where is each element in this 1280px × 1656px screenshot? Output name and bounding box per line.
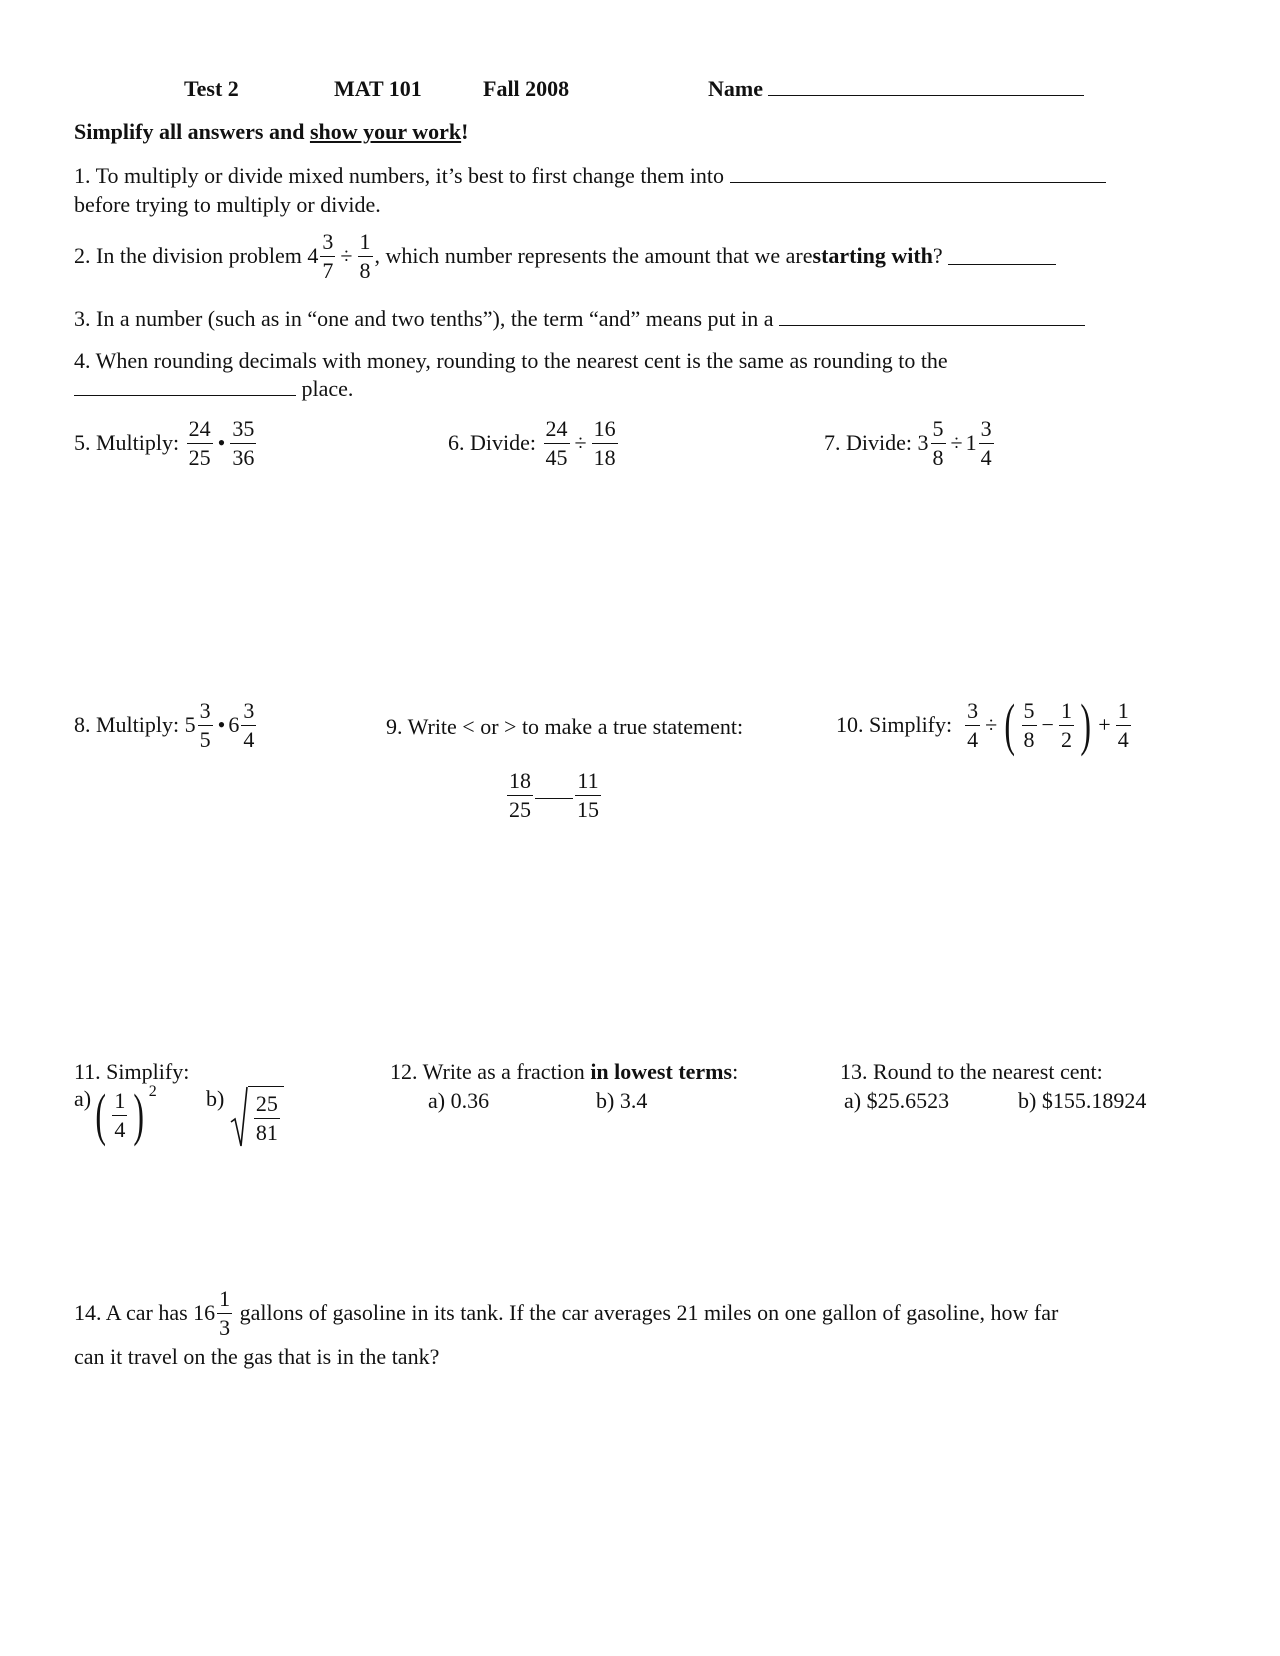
question-2-whole: 4: [307, 243, 319, 269]
question-9-label: 9. Write < or > to make a true statement:: [386, 714, 744, 739]
fraction: [230, 418, 256, 469]
question-14-prefix: 14. A car has: [74, 1300, 188, 1326]
fraction: [241, 700, 256, 751]
question-2-prefix: 2. In the division problem: [74, 243, 302, 269]
numerator: 16: [592, 418, 618, 444]
whole-number: 6: [228, 712, 240, 738]
question-2-middle: , which number represents the amount that we are: [374, 243, 813, 269]
question-1-text: 1. To multiply or divide mixed numbers, it’s best to first change them into: [74, 163, 725, 188]
numerator: 1: [1059, 700, 1074, 726]
question-6-label: 6. Divide:: [448, 430, 536, 456]
denominator: 8: [1023, 726, 1035, 752]
test-title: Test 2: [184, 76, 239, 101]
question-7-label: 7. Divide:: [824, 430, 912, 456]
denominator: 4: [1117, 726, 1129, 752]
question-11-label: 11. Simplify:: [74, 1059, 190, 1084]
question-1-line1: [74, 163, 1106, 189]
left-paren: (: [95, 1082, 107, 1147]
whole-number: 3: [917, 430, 929, 456]
fraction: [592, 418, 618, 469]
denominator: 81: [255, 1120, 278, 1145]
numerator: 3: [241, 700, 256, 726]
numerator: 5: [1022, 700, 1037, 726]
fraction: [544, 418, 570, 469]
question-1-blank[interactable]: [730, 181, 1106, 183]
fraction: [575, 770, 601, 821]
fraction: [198, 700, 213, 751]
name-label: [708, 76, 1084, 102]
comparison-blank[interactable]: [535, 797, 573, 799]
question-12-a: a) 0.36: [428, 1088, 490, 1113]
denominator: 4: [114, 1116, 126, 1142]
question-6: [448, 418, 620, 469]
fraction: [254, 1093, 280, 1144]
fraction: [1116, 697, 1131, 752]
denominator: 15: [577, 797, 599, 822]
square-root: [230, 1086, 284, 1148]
divide-sign: ÷: [340, 243, 353, 269]
numerator: 25: [254, 1093, 280, 1119]
fraction: [217, 1288, 232, 1339]
numerator: 3: [320, 231, 335, 257]
name-blank[interactable]: [768, 94, 1084, 96]
instructions-prefix: Simplify all answers and: [74, 119, 310, 144]
question-12-prefix: 12. Write as a fraction: [390, 1059, 591, 1084]
fraction: [507, 770, 533, 821]
question-8: [74, 700, 258, 751]
fraction: [1022, 697, 1037, 752]
divide-sign: ÷: [950, 430, 963, 456]
denominator: 7: [322, 258, 334, 283]
question-2-fraction-2: [358, 231, 373, 282]
question-10: [836, 692, 1133, 757]
fraction: [1059, 697, 1074, 752]
divide-sign: ÷: [574, 430, 587, 456]
question-12-label: [390, 1059, 738, 1085]
question-12-bold: in lowest terms: [590, 1059, 733, 1084]
question-14-line2: can it travel on the gas that is in the tank?: [74, 1344, 440, 1369]
numerator: 18: [507, 770, 533, 796]
question-3-text: 3. In a number (such as in “one and two tenths”), the term “and” means put in a: [74, 306, 774, 331]
numerator: 1: [1116, 700, 1131, 726]
numerator: 1: [358, 231, 373, 257]
denominator: 4: [980, 445, 992, 470]
denominator: 2: [1060, 726, 1072, 752]
part-a-label: a): [74, 1086, 92, 1111]
denominator: 5: [199, 727, 211, 752]
numerator: 3: [965, 700, 980, 726]
question-14-suffix: gallons of gasoline in its tank. If the car averages 21 miles on one gallon of gasoline, how far: [239, 1300, 1059, 1326]
numerator: 5: [931, 418, 946, 444]
whole-number: 5: [184, 712, 196, 738]
numerator: 24: [187, 418, 213, 444]
question-14-line1: [74, 1288, 1058, 1339]
multiply-sign: •: [217, 430, 226, 456]
radicand: [248, 1086, 284, 1148]
question-7: [824, 418, 996, 469]
question-2-fraction-1: [320, 231, 335, 282]
name-label-text: Name: [708, 76, 763, 101]
question-2: [74, 231, 1056, 282]
denominator: 45: [545, 445, 568, 470]
question-13-label: 13. Round to the nearest cent:: [840, 1059, 1103, 1084]
radical-sign-icon: [230, 1086, 248, 1148]
numerator: 3: [198, 700, 213, 726]
whole-number: 16: [193, 1300, 216, 1326]
question-12-suffix: :: [732, 1059, 739, 1084]
numerator: 11: [575, 770, 601, 796]
question-11-b: [206, 1086, 284, 1148]
fraction: [112, 1087, 127, 1142]
question-4-blank[interactable]: [74, 394, 296, 396]
question-5: [74, 418, 258, 469]
part-b-label: b): [206, 1086, 225, 1111]
question-9-comparison: [505, 768, 603, 821]
denominator: 8: [932, 445, 944, 470]
right-paren: ): [1080, 692, 1091, 757]
question-12-b: b) 3.4: [596, 1088, 648, 1113]
instructions-underlined: show your work: [309, 119, 462, 144]
numerator: 3: [979, 418, 994, 444]
question-10-label: 10. Simplify:: [836, 711, 953, 737]
divide-sign: ÷: [985, 711, 998, 737]
question-2-blank[interactable]: [948, 263, 1056, 265]
denominator: 8: [359, 258, 371, 283]
denominator: 25: [188, 445, 211, 470]
left-paren: (: [1004, 692, 1016, 757]
question-5-label: 5. Multiply:: [74, 430, 180, 456]
question-8-label: 8. Multiply:: [74, 712, 180, 738]
right-paren: ): [133, 1082, 145, 1147]
denominator: 4: [243, 727, 255, 752]
denominator: 18: [593, 445, 616, 470]
numerator: 35: [230, 418, 256, 444]
minus-sign: −: [1041, 711, 1054, 737]
instructions-suffix: !: [461, 119, 469, 144]
fraction: [931, 418, 946, 469]
question-4-line2: [74, 376, 353, 402]
question-4-line1: 4. When rounding decimals with money, rounding to the nearest cent is the same as rounding to the: [74, 348, 948, 373]
question-3: [74, 306, 1085, 332]
course-code: MAT 101: [334, 76, 422, 101]
plus-sign: +: [1098, 711, 1111, 737]
numerator: 24: [544, 418, 570, 444]
fraction: [187, 418, 213, 469]
question-4-text: place.: [301, 376, 354, 401]
numerator: 1: [217, 1288, 232, 1314]
exponent: 2: [148, 1083, 157, 1100]
numerator: 1: [112, 1090, 127, 1116]
whole-number: 1: [965, 430, 977, 456]
question-1-line2: before trying to multiply or divide.: [74, 192, 381, 217]
multiply-sign: •: [217, 712, 226, 738]
question-11-a: [74, 1082, 157, 1147]
term: Fall 2008: [483, 76, 570, 101]
denominator: 25: [509, 797, 531, 822]
question-2-suffix: ?: [932, 243, 943, 269]
fraction: [979, 418, 994, 469]
denominator: 36: [232, 445, 255, 470]
question-13-a: a) $25.6523: [844, 1088, 950, 1113]
denominator: 3: [219, 1315, 231, 1340]
fraction: [965, 697, 980, 752]
question-3-blank[interactable]: [779, 324, 1085, 326]
question-2-bold: starting with: [812, 243, 933, 269]
instructions: [74, 119, 468, 145]
question-13-b: b) $155.18924: [1018, 1088, 1147, 1113]
denominator: 4: [967, 726, 979, 752]
